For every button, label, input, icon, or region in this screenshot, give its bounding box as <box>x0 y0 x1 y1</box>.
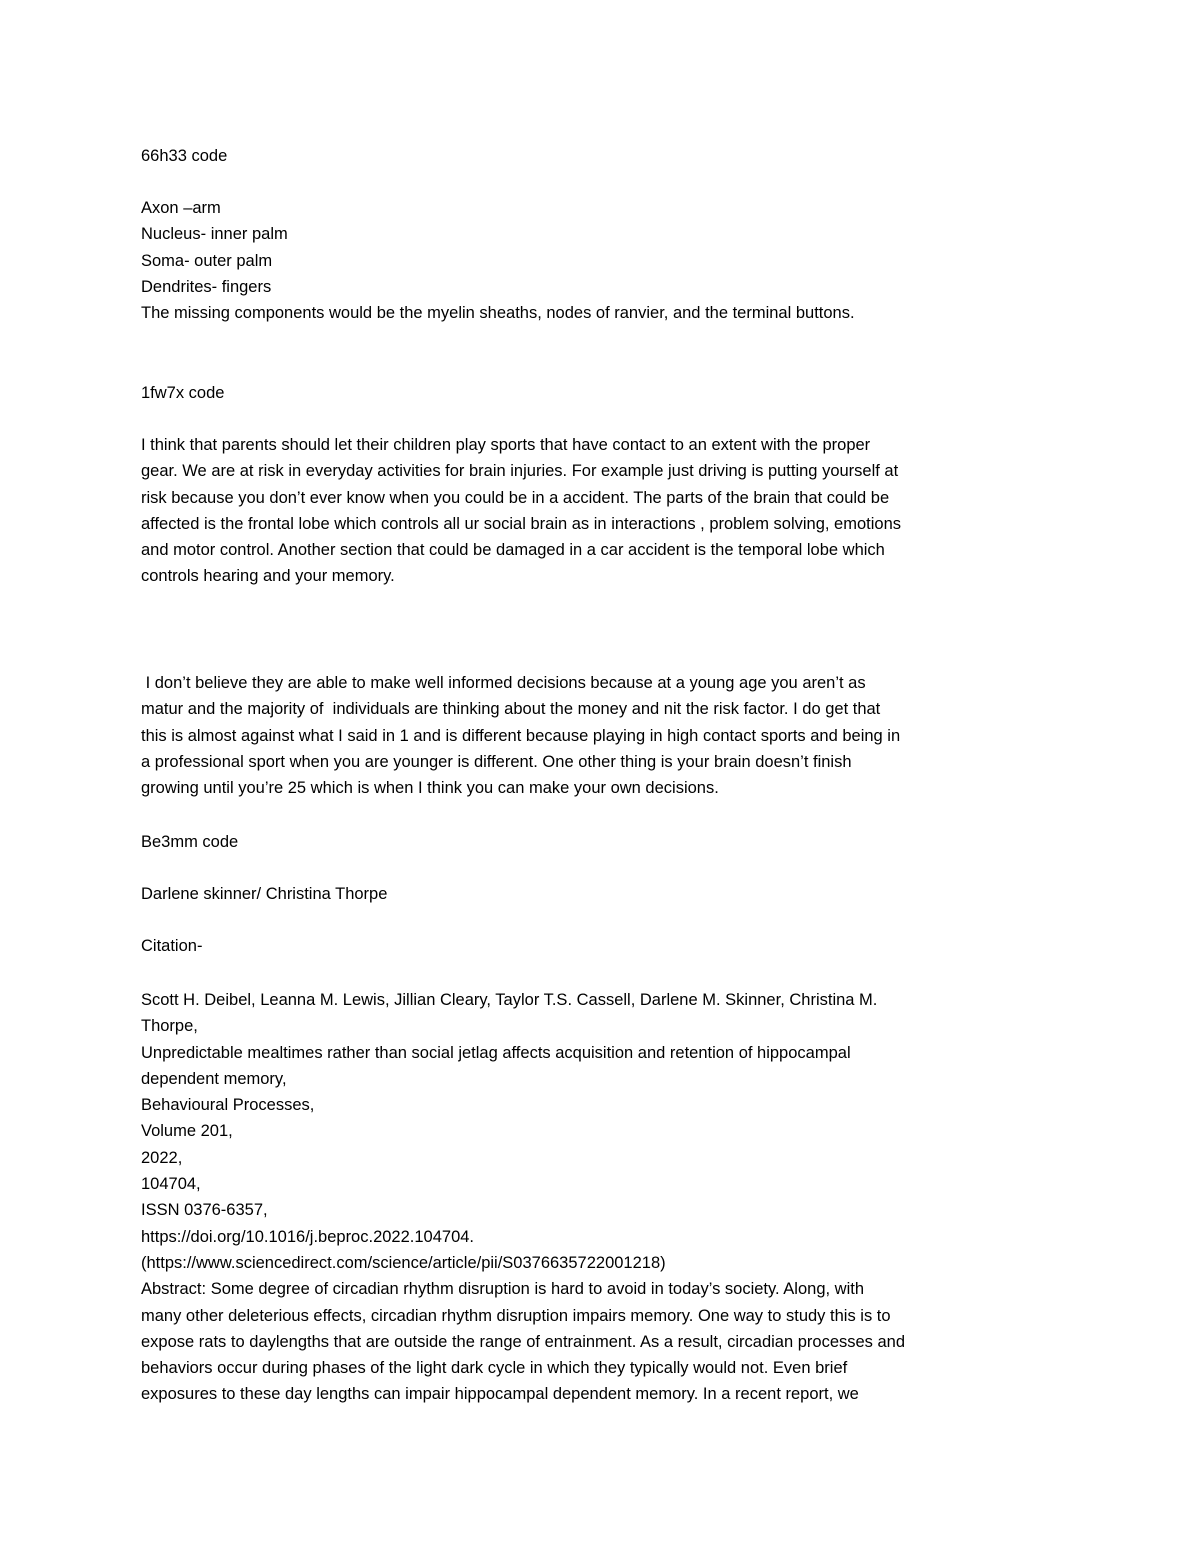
paragraph-line: controls hearing and your memory. <box>141 567 395 586</box>
abstract-line: expose rats to daylengths that are outside the range of entrainment. As a result, circadian processes and <box>141 1332 906 1351</box>
abstract-line: Abstract: Some degree of circadian rhythm disruption is hard to avoid in today’s society. Along, with <box>141 1280 865 1299</box>
section-heading: 66h33 code <box>141 147 228 165</box>
list-item: Nucleus- inner palm <box>141 225 288 244</box>
abstract-line: behaviors occur during phases of the light dark cycle in which they typically would not. Even brief <box>141 1359 848 1378</box>
citation-line: dependent memory, <box>141 1069 287 1088</box>
citation-line: 2022, <box>141 1148 183 1167</box>
list-item: The missing components would be the myelin sheaths, nodes of ranvier, and the terminal buttons. <box>141 304 855 323</box>
citation-body <box>141 987 1071 1408</box>
section-heading: Be3mm code <box>141 833 239 851</box>
citation-label <box>141 933 1071 959</box>
abstract-line: many other deleterious effects, circadian rhythm disruption impairs memory. One way to study this is to <box>141 1306 891 1325</box>
paragraph-line: risk because you don’t ever know when you could be in a accident. The parts of the brain that could be <box>141 488 890 507</box>
citation-line: 104704, <box>141 1175 201 1194</box>
neuron-analogy-list <box>141 195 1071 326</box>
author-names <box>141 881 1071 907</box>
list-item: Soma- outer palm <box>141 251 273 270</box>
paragraph-line: this is almost against what I said in 1 and is different because playing in high contact sports and being in <box>141 726 901 745</box>
paragraph-line: affected is the frontal lobe which controls all ur social brain as in interactions , problem solving, emotions <box>141 514 901 533</box>
section-1fw7x <box>141 380 1071 406</box>
citation-line: Thorpe, <box>141 1017 198 1036</box>
citation-line: ISSN 0376-6357, <box>141 1201 268 1220</box>
section-be3mm <box>141 829 1071 855</box>
paragraph-decisions <box>141 670 1071 801</box>
citation-line: Volume 201, <box>141 1122 233 1141</box>
section-66h33 <box>141 143 1071 169</box>
doi-link[interactable]: https://doi.org/10.1016/j.beproc.2022.104704. <box>141 1227 475 1246</box>
paragraph-line: I don’t believe they are able to make well informed decisions because at a young age you aren’t as <box>141 674 866 692</box>
citation-label-text: Citation- <box>141 937 203 955</box>
paragraph-line: matur and the majority of individuals are thinking about the money and nit the risk factor. I do get that <box>141 700 881 719</box>
list-item: Axon –arm <box>141 199 221 217</box>
paragraph-line: gear. We are at risk in everyday activities for brain injuries. For example just driving is putting yourself at <box>141 462 899 481</box>
paragraph-line: growing until you’re 25 which is when I think you can make your own decisions. <box>141 779 719 798</box>
list-item: Dendrites- fingers <box>141 277 272 296</box>
sciencedirect-link[interactable]: (https://www.sciencedirect.com/science/article/pii/S0376635722001218) <box>141 1253 666 1272</box>
paragraph-contact-sports <box>141 432 1071 590</box>
citation-line: Scott H. Deibel, Leanna M. Lewis, Jillian Cleary, Taylor T.S. Cassell, Darlene M. Skinner, Christina M. <box>141 991 878 1009</box>
citation-line: Behavioural Processes, <box>141 1096 315 1115</box>
paragraph-line: I think that parents should let their children play sports that have contact to an extent with the proper <box>141 436 871 454</box>
citation-line: Unpredictable mealtimes rather than social jetlag affects acquisition and retention of hippocampal <box>141 1043 851 1062</box>
paragraph-line: and motor control. Another section that could be damaged in a car accident is the temporal lobe which <box>141 541 885 560</box>
section-heading: 1fw7x code <box>141 384 225 402</box>
abstract-line: exposures to these day lengths can impair hippocampal dependent memory. In a recent report, we <box>141 1385 859 1404</box>
paragraph-line: a professional sport when you are younger is different. One other thing is your brain doesn’t finish <box>141 752 852 771</box>
names-line: Darlene skinner/ Christina Thorpe <box>141 885 388 903</box>
